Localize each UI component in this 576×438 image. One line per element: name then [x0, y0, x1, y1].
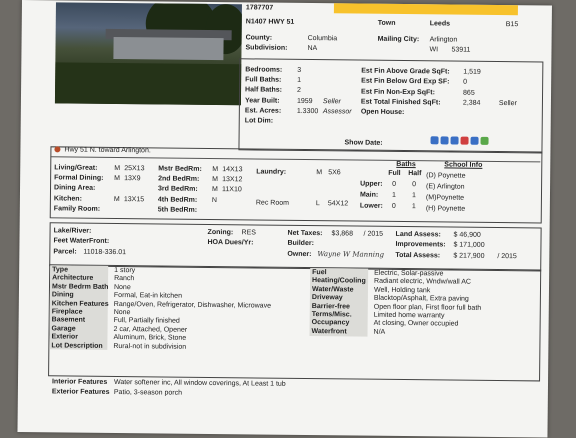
living-label: Living/Great: [54, 164, 98, 172]
feature-label: Heating/Cooling [312, 277, 366, 286]
bed2-label: 2nd BedRm: [158, 175, 200, 183]
feature-value: None [113, 283, 131, 291]
exterior-label: Exterior Features [51, 388, 110, 396]
feature-label: Lot Description [51, 341, 103, 350]
county: Columbia [307, 34, 338, 43]
builder-label: Builder: [287, 239, 314, 248]
bed4-label: 4th BedRm: [157, 196, 198, 204]
feature-value: Blacktop/Asphalt, Extra paving [373, 294, 469, 303]
county-label: County: [245, 34, 273, 42]
mailing-city: Arlington [429, 36, 458, 44]
upper-label: Upper: [360, 180, 383, 188]
directions-icon [54, 146, 60, 152]
address-highlight [334, 3, 518, 15]
sqft-total-label: Est Total Finished SqFt: [360, 98, 441, 107]
sqft-nonexp-label: Est Fin Non-Exp SqFt: [361, 88, 435, 97]
state: WI [429, 46, 439, 54]
living-level: M [114, 164, 121, 173]
feature-label: Basement [51, 316, 86, 325]
open-house-label: Open House: [360, 108, 405, 117]
taxes-year: / 2015 [363, 230, 384, 238]
baths-header: Baths [396, 160, 416, 169]
feature-label: Architecture [52, 274, 94, 283]
feature-label: Waterfront [311, 327, 347, 336]
total-label: Total Assess: [395, 251, 441, 260]
parcel: 11018-336.01 [83, 248, 127, 257]
bedrooms-label: Bedrooms: [245, 66, 283, 74]
feature-value: Limited home warranty [373, 311, 445, 320]
improvements-label: Improvements: [395, 240, 446, 249]
bed3-level: M [211, 186, 218, 194]
bed2-level: M [212, 176, 219, 184]
lower-label: Lower: [359, 202, 383, 210]
land-label: Land Assess: [395, 230, 441, 239]
sqft-total: 2,384 [462, 99, 481, 107]
school-header: School Info [444, 161, 483, 169]
feature-value: Rural-not in subdivision [113, 342, 187, 351]
zoning: RES [241, 229, 257, 237]
kitchen-label: Kitchen: [53, 195, 82, 203]
school-e: (E) Arlington [426, 183, 465, 191]
owner-label: Owner: [287, 250, 312, 259]
mailing-city-label: Mailing City: [377, 35, 420, 44]
rec-size: 54X12 [327, 200, 349, 208]
rec-label: Rec Room [255, 199, 290, 207]
zip: 53911 [451, 46, 471, 54]
baths-full-label: Full [388, 169, 401, 177]
town: Leeds [429, 20, 451, 28]
improvements: $ 171,000 [453, 241, 485, 249]
feature-value: Range/Oven, Refrigerator, Dishwasher, Microwave [113, 300, 272, 310]
sqft-below: 0 [463, 78, 468, 86]
lower-full: 0 [391, 202, 396, 210]
feature-label: Mstr Bedrm Bath [51, 283, 109, 291]
family-room-label: Family Room: [53, 205, 101, 213]
formal-dining-level: M [114, 174, 121, 183]
total: $ 217,900 [453, 252, 485, 260]
year-built: 1959 [296, 97, 313, 106]
feature-value: N/A [373, 328, 386, 336]
half-baths: 2 [297, 86, 302, 94]
feature-value: 2 car, Attached, Opener [113, 325, 188, 334]
feature-label: Type [52, 266, 69, 274]
est-acres: 1.3300 [296, 107, 319, 116]
sqft-above-label: Est Fin Above Grade SqFt: [361, 67, 450, 76]
map-icon[interactable] [431, 136, 439, 144]
feature-value: Electric, Solar-passive [374, 269, 444, 278]
feature-value: Well, Holding tank [373, 286, 431, 295]
sqft-above: 1,519 [463, 68, 481, 76]
interior-value: Water softener inc, All window coverings, At Least 1 tub [113, 378, 286, 388]
bed2-size: 13X12 [222, 176, 243, 184]
school-h: (H) Poynette [425, 205, 466, 213]
exterior-value: Patio, 3-season porch [113, 388, 183, 397]
full-baths-label: Full Baths: [245, 76, 282, 84]
lower-half: 1 [411, 203, 416, 211]
formal-dining-label: Formal Dining: [54, 174, 104, 182]
bed4-level: N [211, 196, 218, 205]
feature-label: Water/Waste [311, 285, 354, 294]
sqft-below-label: Est Fin Below Grd Exp SF: [361, 77, 450, 86]
taxes: $3,868 [331, 230, 354, 238]
living-size: 25X13 [124, 165, 145, 173]
laundry-size: 5X6 [328, 169, 341, 177]
feature-label: Kitchen Features [51, 299, 109, 308]
upper-full: 0 [392, 180, 397, 188]
dining-area-label: Dining Area: [53, 184, 96, 192]
photo-icon[interactable] [441, 136, 449, 144]
feature-value: Radiant electric, Wndw/wall AC [374, 278, 471, 287]
info-icon[interactable] [471, 137, 479, 145]
mstr-label: Mstr BedRm: [158, 165, 202, 173]
main-full: 1 [391, 191, 396, 199]
feature-label: Fuel [312, 269, 327, 277]
est-acres-label: Est. Acres: [244, 107, 282, 115]
feature-label: Fireplace [51, 308, 83, 316]
school-m: (M)Poynette [425, 194, 465, 202]
address: N1407 HWY 51 [245, 18, 295, 26]
feature-label: Dining [51, 291, 74, 299]
feature-value: Aluminum, Brick, Stone [113, 334, 187, 342]
laundry-label: Laundry: [256, 168, 287, 176]
mstr-size: 14X13 [222, 166, 243, 174]
half-baths-label: Half Baths: [245, 86, 283, 94]
rec-level: L [315, 200, 320, 208]
sqft-nonexp: 865 [463, 89, 475, 97]
feature-label: Garage [51, 325, 76, 333]
upper-half: 0 [412, 181, 417, 189]
land: $ 46,900 [453, 231, 481, 239]
kitchen-level: M [113, 195, 120, 204]
main-half: 1 [411, 192, 416, 200]
formal-dining-size: 13X9 [124, 175, 141, 183]
waterfront-label: Feet WaterFront: [53, 237, 110, 245]
green-icon[interactable] [481, 137, 489, 145]
feature-value: Open floor plan, First floor full bath [373, 303, 482, 312]
listing-sheet [17, 0, 551, 438]
subdivision-label: Subdivision: [245, 44, 288, 52]
feature-value: 1 story [114, 266, 136, 275]
feature-label: Terms/Misc. [311, 311, 352, 319]
feature-label: Barrier-free [311, 302, 350, 311]
feature-value: Full, Partially finished [113, 317, 180, 326]
feature-label: Occupancy [311, 319, 350, 327]
feature-value: None [113, 308, 131, 317]
property-photo [55, 2, 242, 105]
show-date-label: Show Date: [344, 139, 383, 147]
total-year: / 2015 [497, 252, 517, 261]
est-acres-source: Assessor [322, 108, 352, 116]
sqft-total-source: Seller [498, 100, 517, 108]
feature-value: Ranch [114, 275, 135, 283]
laundry-level: M [316, 169, 323, 177]
feature-label: Exterior [51, 333, 78, 341]
parcel-label: Parcel: [53, 248, 77, 256]
town-label: Town [377, 19, 396, 27]
year-built-source: Seller [322, 98, 341, 106]
school-d: (D) Poynette [426, 172, 466, 180]
feature-label: Driveway [311, 294, 343, 302]
full-baths: 1 [297, 76, 302, 84]
mstr-level: M [212, 166, 219, 174]
main-label: Main: [359, 191, 379, 199]
bedrooms: 3 [297, 66, 302, 74]
bed5-label: 5th BedRm: [157, 206, 198, 214]
subdivision: NA [307, 44, 318, 53]
mls-icon[interactable] [451, 136, 459, 144]
feature-value: At closing, Owner occupied [373, 320, 459, 328]
interior-label: Interior Features [51, 378, 108, 386]
directions-text: Hwy 51 N. toward Arlington. [64, 146, 151, 155]
taxes-label: Net Taxes: [287, 229, 323, 238]
owner-signature: Wayne W Manning [317, 250, 385, 259]
hoa-label: HOA Dues/Yr: [207, 238, 254, 247]
lake-label: Lake/River: [53, 227, 92, 235]
page-code: B15 [505, 21, 519, 29]
baths-half-label: Half [408, 170, 422, 178]
bed3-label: 3rd BedRm: [157, 185, 198, 193]
lot-dim-label: Lot Dim: [244, 117, 274, 125]
kitchen-size: 13X15 [123, 196, 145, 204]
feature-value: Formal, Eat-in kitchen [113, 292, 183, 300]
listing-id: 1787707 [245, 4, 274, 12]
tour-icon[interactable] [461, 137, 469, 145]
year-built-label: Year Built: [244, 97, 280, 105]
zoning-label: Zoning: [207, 228, 234, 237]
bed3-size: 11X10 [221, 186, 242, 194]
